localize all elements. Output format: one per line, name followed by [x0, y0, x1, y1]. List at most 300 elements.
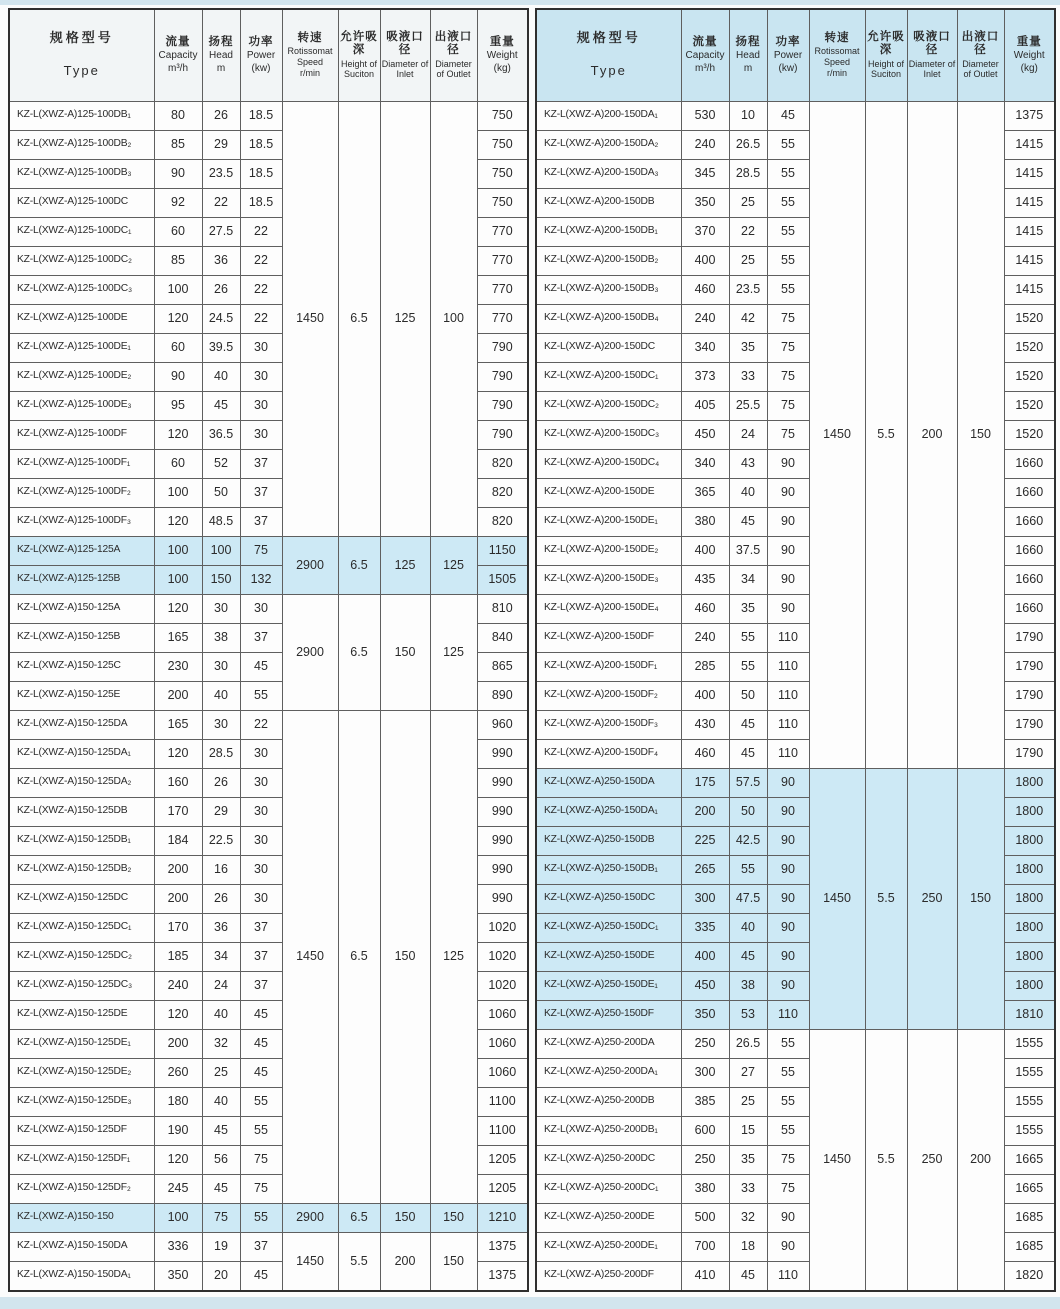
- power-cell: 90: [767, 1203, 809, 1232]
- capacity-cell: 60: [154, 333, 202, 362]
- type-cell: KZ-L(XWZ-A)200-150DE₃: [536, 565, 681, 594]
- weight-cell: 770: [477, 275, 528, 304]
- head-cell: 32: [202, 1029, 240, 1058]
- power-cell: 55: [767, 1058, 809, 1087]
- head-cell: 26: [202, 101, 240, 130]
- table-row: [536, 1029, 1055, 1058]
- weight-cell: 1660: [1004, 478, 1055, 507]
- head-cell: 47.5: [729, 884, 767, 913]
- power-cell: 37: [240, 942, 282, 971]
- power-cell: 30: [240, 739, 282, 768]
- power-cell: 30: [240, 391, 282, 420]
- head-cell: 45: [202, 1116, 240, 1145]
- col-header-inlet: [380, 9, 430, 101]
- type-cell: KZ-L(XWZ-A)150-125B: [9, 623, 154, 652]
- speed-cell: 2900: [282, 536, 338, 594]
- type-cell: KZ-L(XWZ-A)125-100DF: [9, 420, 154, 449]
- capacity-cell: 260: [154, 1058, 202, 1087]
- head-cell: 26.5: [729, 1029, 767, 1058]
- type-cell: KZ-L(XWZ-A)125-100DC₂: [9, 246, 154, 275]
- head-cell: 34: [202, 942, 240, 971]
- power-cell: 37: [240, 1232, 282, 1261]
- type-cell: KZ-L(XWZ-A)250-200DB₁: [536, 1116, 681, 1145]
- power-cell: 55: [767, 246, 809, 275]
- capacity-cell: 120: [154, 1000, 202, 1029]
- head-cell: 22: [202, 188, 240, 217]
- weight-cell: 1150: [477, 536, 528, 565]
- capacity-cell: 184: [154, 826, 202, 855]
- capacity-cell: 200: [154, 855, 202, 884]
- head-cell: 45: [729, 739, 767, 768]
- power-cell: 45: [240, 652, 282, 681]
- power-cell: 75: [767, 1174, 809, 1203]
- capacity-cell: 240: [681, 623, 729, 652]
- capacity-cell: 265: [681, 855, 729, 884]
- outlet-cell: 125: [430, 594, 477, 710]
- capacity-cell: 190: [154, 1116, 202, 1145]
- weight-cell: 770: [477, 217, 528, 246]
- power-cell: 75: [240, 536, 282, 565]
- outlet-cell: 150: [957, 768, 1004, 1029]
- head-cell: 25: [729, 246, 767, 275]
- suction-label-cn: 允许吸深: [340, 31, 378, 57]
- weight-cell: 1520: [1004, 391, 1055, 420]
- power-cell: 30: [240, 420, 282, 449]
- col-header-outlet: [957, 9, 1004, 101]
- outlet-cell: 200: [957, 1029, 1004, 1291]
- capacity-cell: 300: [681, 1058, 729, 1087]
- power-cell: 22: [240, 246, 282, 275]
- right-spec-table: [535, 8, 1056, 1292]
- type-cell: KZ-L(XWZ-A)250-150DA₁: [536, 797, 681, 826]
- head-cell: 23.5: [202, 159, 240, 188]
- type-cell: KZ-L(XWZ-A)200-150DA₁: [536, 101, 681, 130]
- weight-cell: 990: [477, 797, 528, 826]
- col-header-weight: [477, 9, 528, 101]
- weight-cell: 990: [477, 768, 528, 797]
- type-cell: KZ-L(XWZ-A)250-200DC₁: [536, 1174, 681, 1203]
- weight-cell: 790: [477, 333, 528, 362]
- type-cell: KZ-L(XWZ-A)150-125DE₁: [9, 1029, 154, 1058]
- power-cell: 90: [767, 1232, 809, 1261]
- suction-label-en: Height of Suciton: [340, 58, 378, 79]
- head-cell: 42: [729, 304, 767, 333]
- weight-cell: 1375: [1004, 101, 1055, 130]
- weight-cell: 1415: [1004, 188, 1055, 217]
- outlet-label-cn: 出液口径: [961, 31, 1000, 57]
- head-cell: 25: [202, 1058, 240, 1087]
- capacity-cell: 373: [681, 362, 729, 391]
- type-cell: KZ-L(XWZ-A)150-125DB: [9, 797, 154, 826]
- head-cell: 36: [202, 913, 240, 942]
- type-cell: KZ-L(XWZ-A)150-125C: [9, 652, 154, 681]
- weight-cell: 1800: [1004, 797, 1055, 826]
- weight-cell: 1665: [1004, 1174, 1055, 1203]
- power-cell: 55: [240, 681, 282, 710]
- head-cell: 50: [729, 681, 767, 710]
- weight-cell: 750: [477, 188, 528, 217]
- head-cell: 33: [729, 362, 767, 391]
- power-label-en: Power: [773, 50, 803, 62]
- outlet-cell: 125: [430, 710, 477, 1203]
- weight-cell: 1555: [1004, 1087, 1055, 1116]
- inlet-cell: 125: [380, 101, 430, 536]
- head-cell: 10: [729, 101, 767, 130]
- power-cell: 90: [767, 536, 809, 565]
- head-cell: 55: [729, 623, 767, 652]
- power-cell: 75: [767, 304, 809, 333]
- power-cell: 110: [767, 623, 809, 652]
- capacity-cell: 405: [681, 391, 729, 420]
- power-cell: 90: [767, 507, 809, 536]
- weight-cell: 1520: [1004, 304, 1055, 333]
- head-cell: 38: [729, 971, 767, 1000]
- weight-cell: 1415: [1004, 130, 1055, 159]
- capacity-cell: 180: [154, 1087, 202, 1116]
- weight-cell: 790: [477, 420, 528, 449]
- inlet-label-en: Diameter of Inlet: [908, 58, 956, 79]
- table-row: [536, 768, 1055, 797]
- type-cell: KZ-L(XWZ-A)200-150DA₃: [536, 159, 681, 188]
- col-header-power: [240, 9, 282, 101]
- power-cell: 75: [240, 1174, 282, 1203]
- weight-cell: 840: [477, 623, 528, 652]
- weight-cell: 1790: [1004, 652, 1055, 681]
- type-cell: KZ-L(XWZ-A)150-125DC₃: [9, 971, 154, 1000]
- type-cell: KZ-L(XWZ-A)125-100DE₂: [9, 362, 154, 391]
- power-cell: 75: [767, 362, 809, 391]
- power-cell: 75: [767, 1145, 809, 1174]
- head-cell: 35: [729, 1145, 767, 1174]
- weight-cell: 1660: [1004, 507, 1055, 536]
- power-cell: 22: [240, 217, 282, 246]
- power-cell: 110: [767, 1261, 809, 1291]
- type-cell: KZ-L(XWZ-A)150-125DC₁: [9, 913, 154, 942]
- power-cell: 45: [767, 101, 809, 130]
- head-cell: 42.5: [729, 826, 767, 855]
- capacity-cell: 460: [681, 275, 729, 304]
- head-cell: 25.5: [729, 391, 767, 420]
- head-cell: 28.5: [729, 159, 767, 188]
- weight-unit: (kg): [1020, 62, 1038, 74]
- capacity-unit: m³/h: [695, 62, 715, 74]
- weight-cell: 1685: [1004, 1232, 1055, 1261]
- type-cell: KZ-L(XWZ-A)200-150DF₁: [536, 652, 681, 681]
- weight-cell: 990: [477, 855, 528, 884]
- capacity-cell: 250: [681, 1145, 729, 1174]
- type-cell: KZ-L(XWZ-A)150-125DE₂: [9, 1058, 154, 1087]
- power-cell: 55: [240, 1116, 282, 1145]
- type-cell: KZ-L(XWZ-A)200-150DC₂: [536, 391, 681, 420]
- power-cell: 90: [767, 826, 809, 855]
- col-header-weight: [1004, 9, 1055, 101]
- suction-cell: 6.5: [338, 101, 380, 536]
- weight-cell: 1800: [1004, 855, 1055, 884]
- table-row: [9, 536, 528, 565]
- inlet-cell: 150: [380, 1203, 430, 1232]
- power-cell: 30: [240, 884, 282, 913]
- weight-cell: 1020: [477, 971, 528, 1000]
- type-cell: KZ-L(XWZ-A)125-125B: [9, 565, 154, 594]
- col-header-type: [9, 9, 154, 101]
- type-cell: KZ-L(XWZ-A)250-150DB₁: [536, 855, 681, 884]
- type-cell: KZ-L(XWZ-A)150-125E: [9, 681, 154, 710]
- head-cell: 35: [729, 594, 767, 623]
- head-cell: 45: [729, 710, 767, 739]
- capacity-cell: 300: [681, 884, 729, 913]
- weight-cell: 1520: [1004, 362, 1055, 391]
- head-cell: 27: [729, 1058, 767, 1087]
- power-cell: 37: [240, 507, 282, 536]
- table-row: [9, 1232, 528, 1261]
- weight-cell: 1820: [1004, 1261, 1055, 1291]
- power-cell: 30: [240, 797, 282, 826]
- type-cell: KZ-L(XWZ-A)150-125DE: [9, 1000, 154, 1029]
- power-cell: 55: [767, 1087, 809, 1116]
- col-header-suction: [338, 9, 380, 101]
- type-cell: KZ-L(XWZ-A)250-200DE: [536, 1203, 681, 1232]
- type-cell: KZ-L(XWZ-A)150-150DA: [9, 1232, 154, 1261]
- weight-cell: 750: [477, 130, 528, 159]
- head-cell: 33: [729, 1174, 767, 1203]
- type-cell: KZ-L(XWZ-A)250-150DA: [536, 768, 681, 797]
- table-row: [536, 101, 1055, 130]
- type-cell: KZ-L(XWZ-A)250-200DC: [536, 1145, 681, 1174]
- capacity-label-en: Capacity: [685, 50, 725, 62]
- head-cell: 40: [202, 681, 240, 710]
- head-cell: 32: [729, 1203, 767, 1232]
- table-row: [9, 710, 528, 739]
- type-cell: KZ-L(XWZ-A)250-150DF: [536, 1000, 681, 1029]
- suction-cell: 6.5: [338, 710, 380, 1203]
- power-label-en: Power: [246, 50, 276, 62]
- inlet-cell: 150: [380, 710, 430, 1203]
- capacity-cell: 435: [681, 565, 729, 594]
- left-spec-table: [8, 8, 529, 1292]
- inlet-cell: 150: [380, 594, 430, 710]
- capacity-cell: 350: [681, 1000, 729, 1029]
- power-cell: 45: [240, 1029, 282, 1058]
- suction-cell: 5.5: [865, 101, 907, 768]
- type-cell: KZ-L(XWZ-A)125-100DF₁: [9, 449, 154, 478]
- left-table-header: [9, 9, 528, 101]
- head-cell: 55: [729, 855, 767, 884]
- weight-cell: 820: [477, 507, 528, 536]
- power-cell: 90: [767, 768, 809, 797]
- capacity-cell: 120: [154, 1145, 202, 1174]
- type-label-cn: 规格型号: [49, 30, 114, 46]
- type-cell: KZ-L(XWZ-A)200-150DB₂: [536, 246, 681, 275]
- weight-cell: 1520: [1004, 333, 1055, 362]
- weight-cell: 790: [477, 391, 528, 420]
- type-cell: KZ-L(XWZ-A)125-100DE: [9, 304, 154, 333]
- capacity-cell: 120: [154, 304, 202, 333]
- type-cell: KZ-L(XWZ-A)200-150DC₁: [536, 362, 681, 391]
- head-cell: 36.5: [202, 420, 240, 449]
- col-header-speed: [282, 9, 338, 101]
- head-cell: 26: [202, 275, 240, 304]
- speed-cell: 2900: [282, 594, 338, 710]
- weight-cell: 1685: [1004, 1203, 1055, 1232]
- power-cell: 18.5: [240, 188, 282, 217]
- head-cell: 35: [729, 333, 767, 362]
- head-cell: 150: [202, 565, 240, 594]
- speed-label-en: Rotissomat Speed: [287, 46, 333, 67]
- inlet-cell: 200: [380, 1232, 430, 1291]
- capacity-cell: 450: [681, 420, 729, 449]
- weight-cell: 865: [477, 652, 528, 681]
- speed-cell: 1450: [809, 101, 865, 768]
- spec-tables-container: [8, 8, 1056, 1292]
- inlet-cell: 200: [907, 101, 957, 768]
- type-cell: KZ-L(XWZ-A)150-125DA₁: [9, 739, 154, 768]
- weight-cell: 1060: [477, 1029, 528, 1058]
- power-cell: 22: [240, 275, 282, 304]
- weight-cell: 1800: [1004, 884, 1055, 913]
- speed-unit: r/min: [827, 68, 847, 79]
- capacity-cell: 410: [681, 1261, 729, 1291]
- weight-cell: 1020: [477, 913, 528, 942]
- col-header-type: [536, 9, 681, 101]
- table-row: [9, 594, 528, 623]
- head-cell: 22.5: [202, 826, 240, 855]
- head-cell: 30: [202, 710, 240, 739]
- capacity-cell: 60: [154, 449, 202, 478]
- capacity-cell: 430: [681, 710, 729, 739]
- head-cell: 40: [729, 478, 767, 507]
- col-header-capacity: [681, 9, 729, 101]
- speed-cell: 1450: [809, 768, 865, 1029]
- type-cell: KZ-L(XWZ-A)150-125DC: [9, 884, 154, 913]
- capacity-cell: 460: [681, 594, 729, 623]
- outlet-label-en: Diameter of Outlet: [435, 58, 472, 79]
- col-header-speed: [809, 9, 865, 101]
- capacity-cell: 200: [681, 797, 729, 826]
- power-cell: 90: [767, 449, 809, 478]
- weight-cell: 1505: [477, 565, 528, 594]
- power-cell: 37: [240, 478, 282, 507]
- capacity-cell: 230: [154, 652, 202, 681]
- capacity-cell: 120: [154, 420, 202, 449]
- col-header-outlet: [430, 9, 477, 101]
- capacity-cell: 175: [681, 768, 729, 797]
- type-cell: KZ-L(XWZ-A)125-100DE₁: [9, 333, 154, 362]
- weight-cell: 1660: [1004, 449, 1055, 478]
- type-label-en: Type: [590, 63, 627, 79]
- type-cell: KZ-L(XWZ-A)200-150DB₄: [536, 304, 681, 333]
- speed-label-en: Rotissomat Speed: [814, 46, 860, 67]
- weight-cell: 1800: [1004, 913, 1055, 942]
- weight-cell: 1555: [1004, 1058, 1055, 1087]
- weight-cell: 990: [477, 826, 528, 855]
- weight-cell: 1415: [1004, 246, 1055, 275]
- power-cell: 55: [767, 275, 809, 304]
- type-cell: KZ-L(XWZ-A)150-125DA₂: [9, 768, 154, 797]
- head-cell: 24: [202, 971, 240, 1000]
- type-cell: KZ-L(XWZ-A)125-100DC₁: [9, 217, 154, 246]
- capacity-cell: 80: [154, 101, 202, 130]
- weight-cell: 1660: [1004, 565, 1055, 594]
- left-table-body: [9, 101, 528, 1291]
- power-label-cn: 功率: [248, 36, 274, 49]
- col-header-power: [767, 9, 809, 101]
- weight-cell: 990: [477, 739, 528, 768]
- weight-unit: (kg): [493, 62, 511, 74]
- power-cell: 110: [767, 681, 809, 710]
- col-header-inlet: [907, 9, 957, 101]
- suction-cell: 6.5: [338, 1203, 380, 1232]
- weight-cell: 1415: [1004, 275, 1055, 304]
- type-cell: KZ-L(XWZ-A)200-150DE₄: [536, 594, 681, 623]
- top-divider-strip: [0, 0, 1060, 5]
- capacity-cell: 120: [154, 739, 202, 768]
- head-cell: 50: [729, 797, 767, 826]
- power-cell: 18.5: [240, 130, 282, 159]
- head-cell: 29: [202, 130, 240, 159]
- head-cell: 24.5: [202, 304, 240, 333]
- capacity-cell: 245: [154, 1174, 202, 1203]
- inlet-label-cn: 吸液口径: [913, 31, 951, 57]
- head-cell: 22: [729, 217, 767, 246]
- head-cell: 29: [202, 797, 240, 826]
- capacity-cell: 350: [681, 188, 729, 217]
- capacity-cell: 400: [681, 536, 729, 565]
- weight-cell: 1205: [477, 1145, 528, 1174]
- inlet-label-cn: 吸液口径: [386, 31, 424, 57]
- head-cell: 28.5: [202, 739, 240, 768]
- outlet-cell: 150: [430, 1232, 477, 1291]
- inlet-cell: 250: [907, 768, 957, 1029]
- head-cell: 18: [729, 1232, 767, 1261]
- head-cell: 48.5: [202, 507, 240, 536]
- type-cell: KZ-L(XWZ-A)150-150: [9, 1203, 154, 1232]
- power-cell: 55: [767, 1116, 809, 1145]
- head-cell: 100: [202, 536, 240, 565]
- type-cell: KZ-L(XWZ-A)200-150DB₁: [536, 217, 681, 246]
- type-cell: KZ-L(XWZ-A)250-150DE₁: [536, 971, 681, 1000]
- capacity-cell: 170: [154, 913, 202, 942]
- type-cell: KZ-L(XWZ-A)150-125DA: [9, 710, 154, 739]
- speed-unit: r/min: [300, 68, 320, 79]
- type-cell: KZ-L(XWZ-A)200-150DB: [536, 188, 681, 217]
- capacity-cell: 370: [681, 217, 729, 246]
- power-cell: 75: [767, 333, 809, 362]
- weight-cell: 1790: [1004, 623, 1055, 652]
- head-cell: 37.5: [729, 536, 767, 565]
- weight-cell: 1800: [1004, 826, 1055, 855]
- type-cell: KZ-L(XWZ-A)200-150DF: [536, 623, 681, 652]
- capacity-cell: 340: [681, 333, 729, 362]
- bottom-divider-strip: [0, 1297, 1060, 1309]
- power-cell: 75: [240, 1145, 282, 1174]
- weight-cell: 810: [477, 594, 528, 623]
- type-label-en: Type: [63, 63, 100, 79]
- head-label-en: Head: [209, 50, 233, 62]
- weight-cell: 790: [477, 362, 528, 391]
- capacity-cell: 200: [154, 1029, 202, 1058]
- type-cell: KZ-L(XWZ-A)150-125DF₁: [9, 1145, 154, 1174]
- power-cell: 18.5: [240, 159, 282, 188]
- capacity-cell: 380: [681, 507, 729, 536]
- power-cell: 90: [767, 884, 809, 913]
- power-cell: 45: [240, 1000, 282, 1029]
- weight-cell: 770: [477, 246, 528, 275]
- head-cell: 24: [729, 420, 767, 449]
- suction-cell: 5.5: [865, 768, 907, 1029]
- type-cell: KZ-L(XWZ-A)200-150DF₃: [536, 710, 681, 739]
- head-cell: 55: [729, 652, 767, 681]
- weight-cell: 1415: [1004, 217, 1055, 246]
